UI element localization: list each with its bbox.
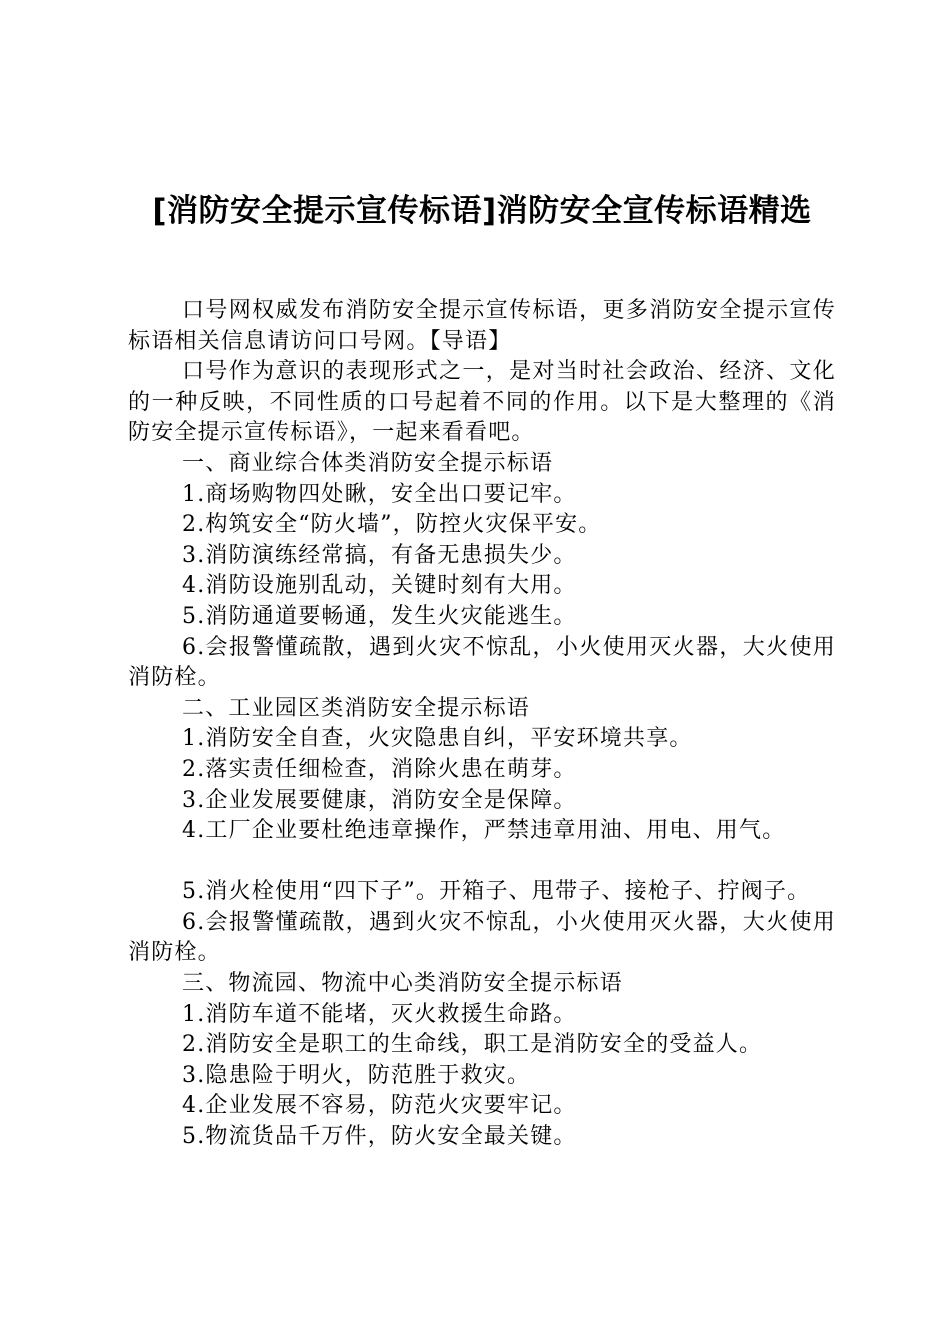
list-item: 2.消防安全是职工的生命线，职工是消防安全的受益人。: [182, 1032, 763, 1058]
list-item: 3.企业发展要健康，消防安全是保障。: [182, 787, 577, 813]
intro-paragraph: 口号作为意识的表现形式之一，是对当时社会政治、经济、文化的一种反映，不同性质的口号起着不同的作用。以下是大整理的《消防安全提示宣传标语》，一起来看看吧。: [128, 359, 836, 446]
list-item: 5.消火栓使用“四下子”。开箱子、甩带子、接枪子、拧阀子。: [182, 879, 811, 905]
section-heading: 二、工业园区类消防安全提示标语: [182, 695, 531, 721]
document-body: [128, 296, 836, 1153]
intro-paragraph: 口号网权威发布消防安全提示宣传标语，更多消防安全提示宣传标语相关信息请访问口号网。【导语】: [128, 298, 836, 354]
list-item: 5.物流货品千万件，防火安全最关键。: [182, 1124, 577, 1150]
list-item: 4.消防设施别乱动，关键时刻有大用。: [182, 573, 577, 599]
list-item: 1.消防安全自查，火灾隐患自纠，平安环境共享。: [182, 726, 693, 752]
list-item: 6.会报警懂疏散，遇到火灾不惊乱，小火使用灭火器，大火使用消防栓。: [128, 634, 836, 691]
list-item: 1.商场购物四处瞅，安全出口要记牢。: [182, 481, 577, 507]
section-heading: 三、物流园、物流中心类消防安全提示标语: [182, 971, 623, 997]
list-item: 4.工厂企业要杜绝违章操作，严禁违章用油、用电、用气。: [182, 818, 786, 844]
list-item: 5.消防通道要畅通，发生火灾能逃生。: [182, 603, 577, 629]
list-item: 3.消防演练经常搞，有备无患损失少。: [182, 542, 577, 568]
document-title: [消防安全提示宣传标语]消防安全宣传标语精选: [152, 193, 812, 229]
blank-line: [128, 847, 836, 878]
section-heading: 一、商业综合体类消防安全提示标语: [182, 450, 554, 476]
list-item: 2.落实责任细检查，消除火患在萌芽。: [182, 756, 577, 782]
list-item: 2.构筑安全“防火墙”，防控火灾保平安。: [182, 512, 602, 538]
list-item: 1.消防车道不能堵，灭火救援生命路。: [182, 1001, 577, 1027]
list-item: 6.会报警懂疏散，遇到火灾不惊乱，小火使用灭火器，大火使用消防栓。: [128, 909, 836, 966]
list-item: 3.隐患险于明火，防范胜于救灾。: [182, 1062, 531, 1088]
list-item: 4.企业发展不容易，防范火灾要牢记。: [182, 1093, 577, 1119]
